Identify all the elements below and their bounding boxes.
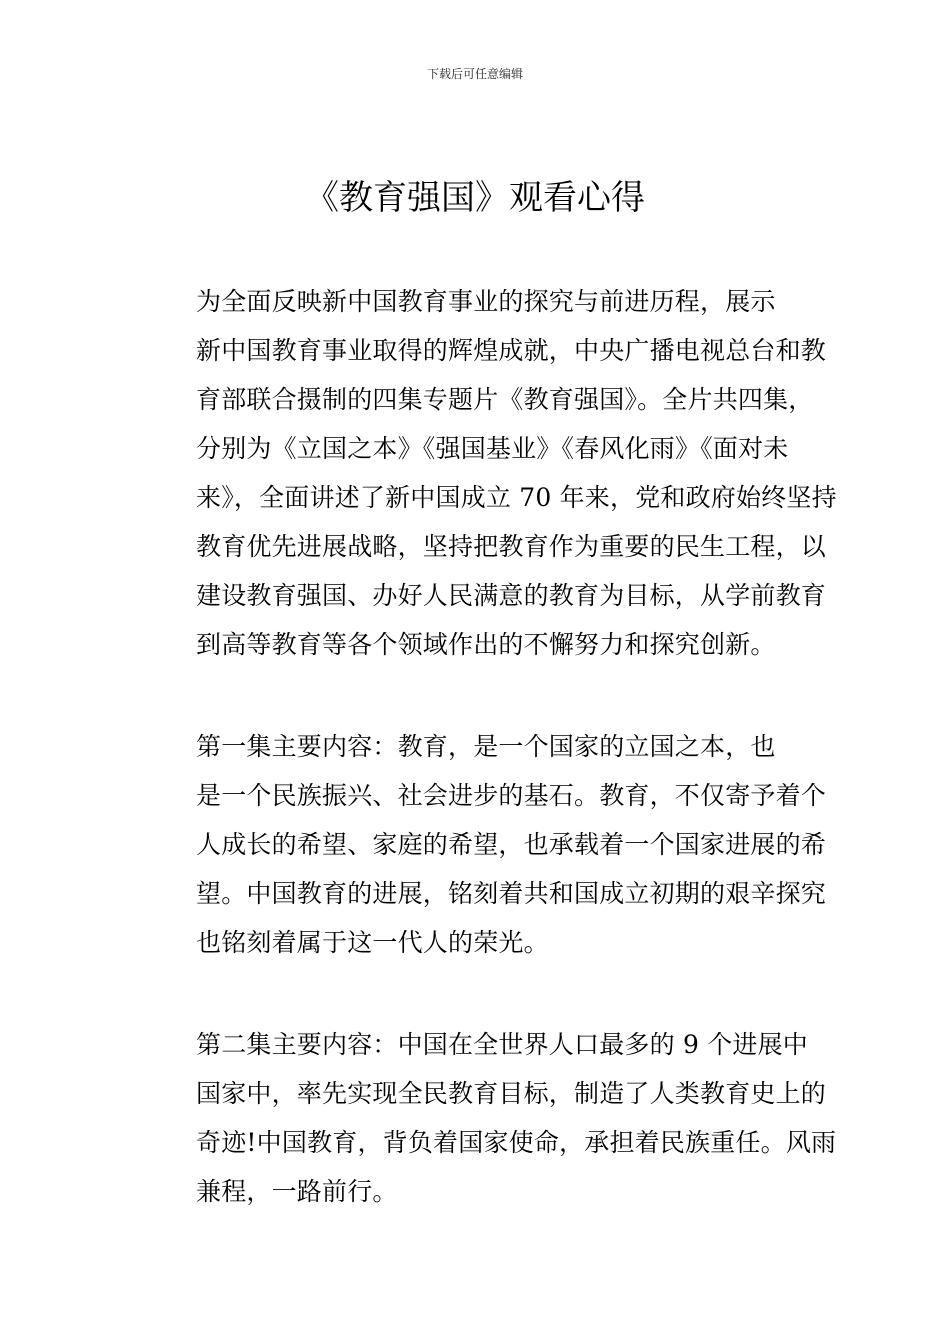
paragraph-line: 教育优先进展战略，坚持把教育作为重要的民生工程，以	[196, 532, 827, 561]
paragraph-episode-one	[146, 722, 827, 967]
paragraph-line: 是一个民族振兴、社会进步的基石。教育，不仅寄予着个	[196, 781, 827, 810]
paragraph-line: 到高等教育等各个领域作出的不懈努力和探究创新。	[196, 630, 776, 659]
paragraph-line: 育部联合摄制的四集专题片《教育强国》。全片共四集，	[196, 385, 814, 414]
paragraph-line: 分别为《立国之本》《强国基业》《春风化雨》《面对未	[196, 434, 789, 463]
paragraph-line: 为全面反映新中国教育事业的探究与前进历程，展示	[196, 287, 776, 316]
paragraph-line: 也铭刻着属于这一代人的荣光。	[196, 928, 549, 957]
paragraph-line: 来》，全面讲述了新中国成立 70 年来，党和政府始终坚持	[196, 483, 837, 512]
paragraph-line: 第二集主要内容：中国在全世界人口最多的 9 个进展中	[196, 1030, 809, 1059]
paragraph-line: 国家中，率先实现全民教育目标，制造了人类教育史上的	[196, 1079, 827, 1108]
paragraph-line: 望。中国教育的进展，铭刻着共和国成立初期的艰辛探究	[196, 879, 827, 908]
paragraph-line: 人成长的希望、家庭的希望，也承载着一个国家进展的希	[196, 830, 827, 859]
paragraph-line: 兼程，一路前行。	[196, 1177, 398, 1206]
paragraph-line: 奇迹!中国教育，背负着国家使命，承担着民族重任。风雨	[196, 1128, 837, 1157]
paragraph-intro	[146, 277, 837, 669]
header-note: 下载后可任意编辑	[426, 67, 523, 81]
paragraph-line: 第一集主要内容：教育，是一个国家的立国之本，也	[196, 732, 776, 761]
document-title: 《教育强国》观看心得	[305, 178, 645, 218]
paragraph-line: 建设教育强国、办好人民满意的教育为目标，从学前教育	[196, 581, 827, 610]
paragraph-episode-two	[146, 1020, 837, 1216]
paragraph-line: 新中国教育事业取得的辉煌成就，中央广播电视总台和教	[196, 336, 827, 365]
